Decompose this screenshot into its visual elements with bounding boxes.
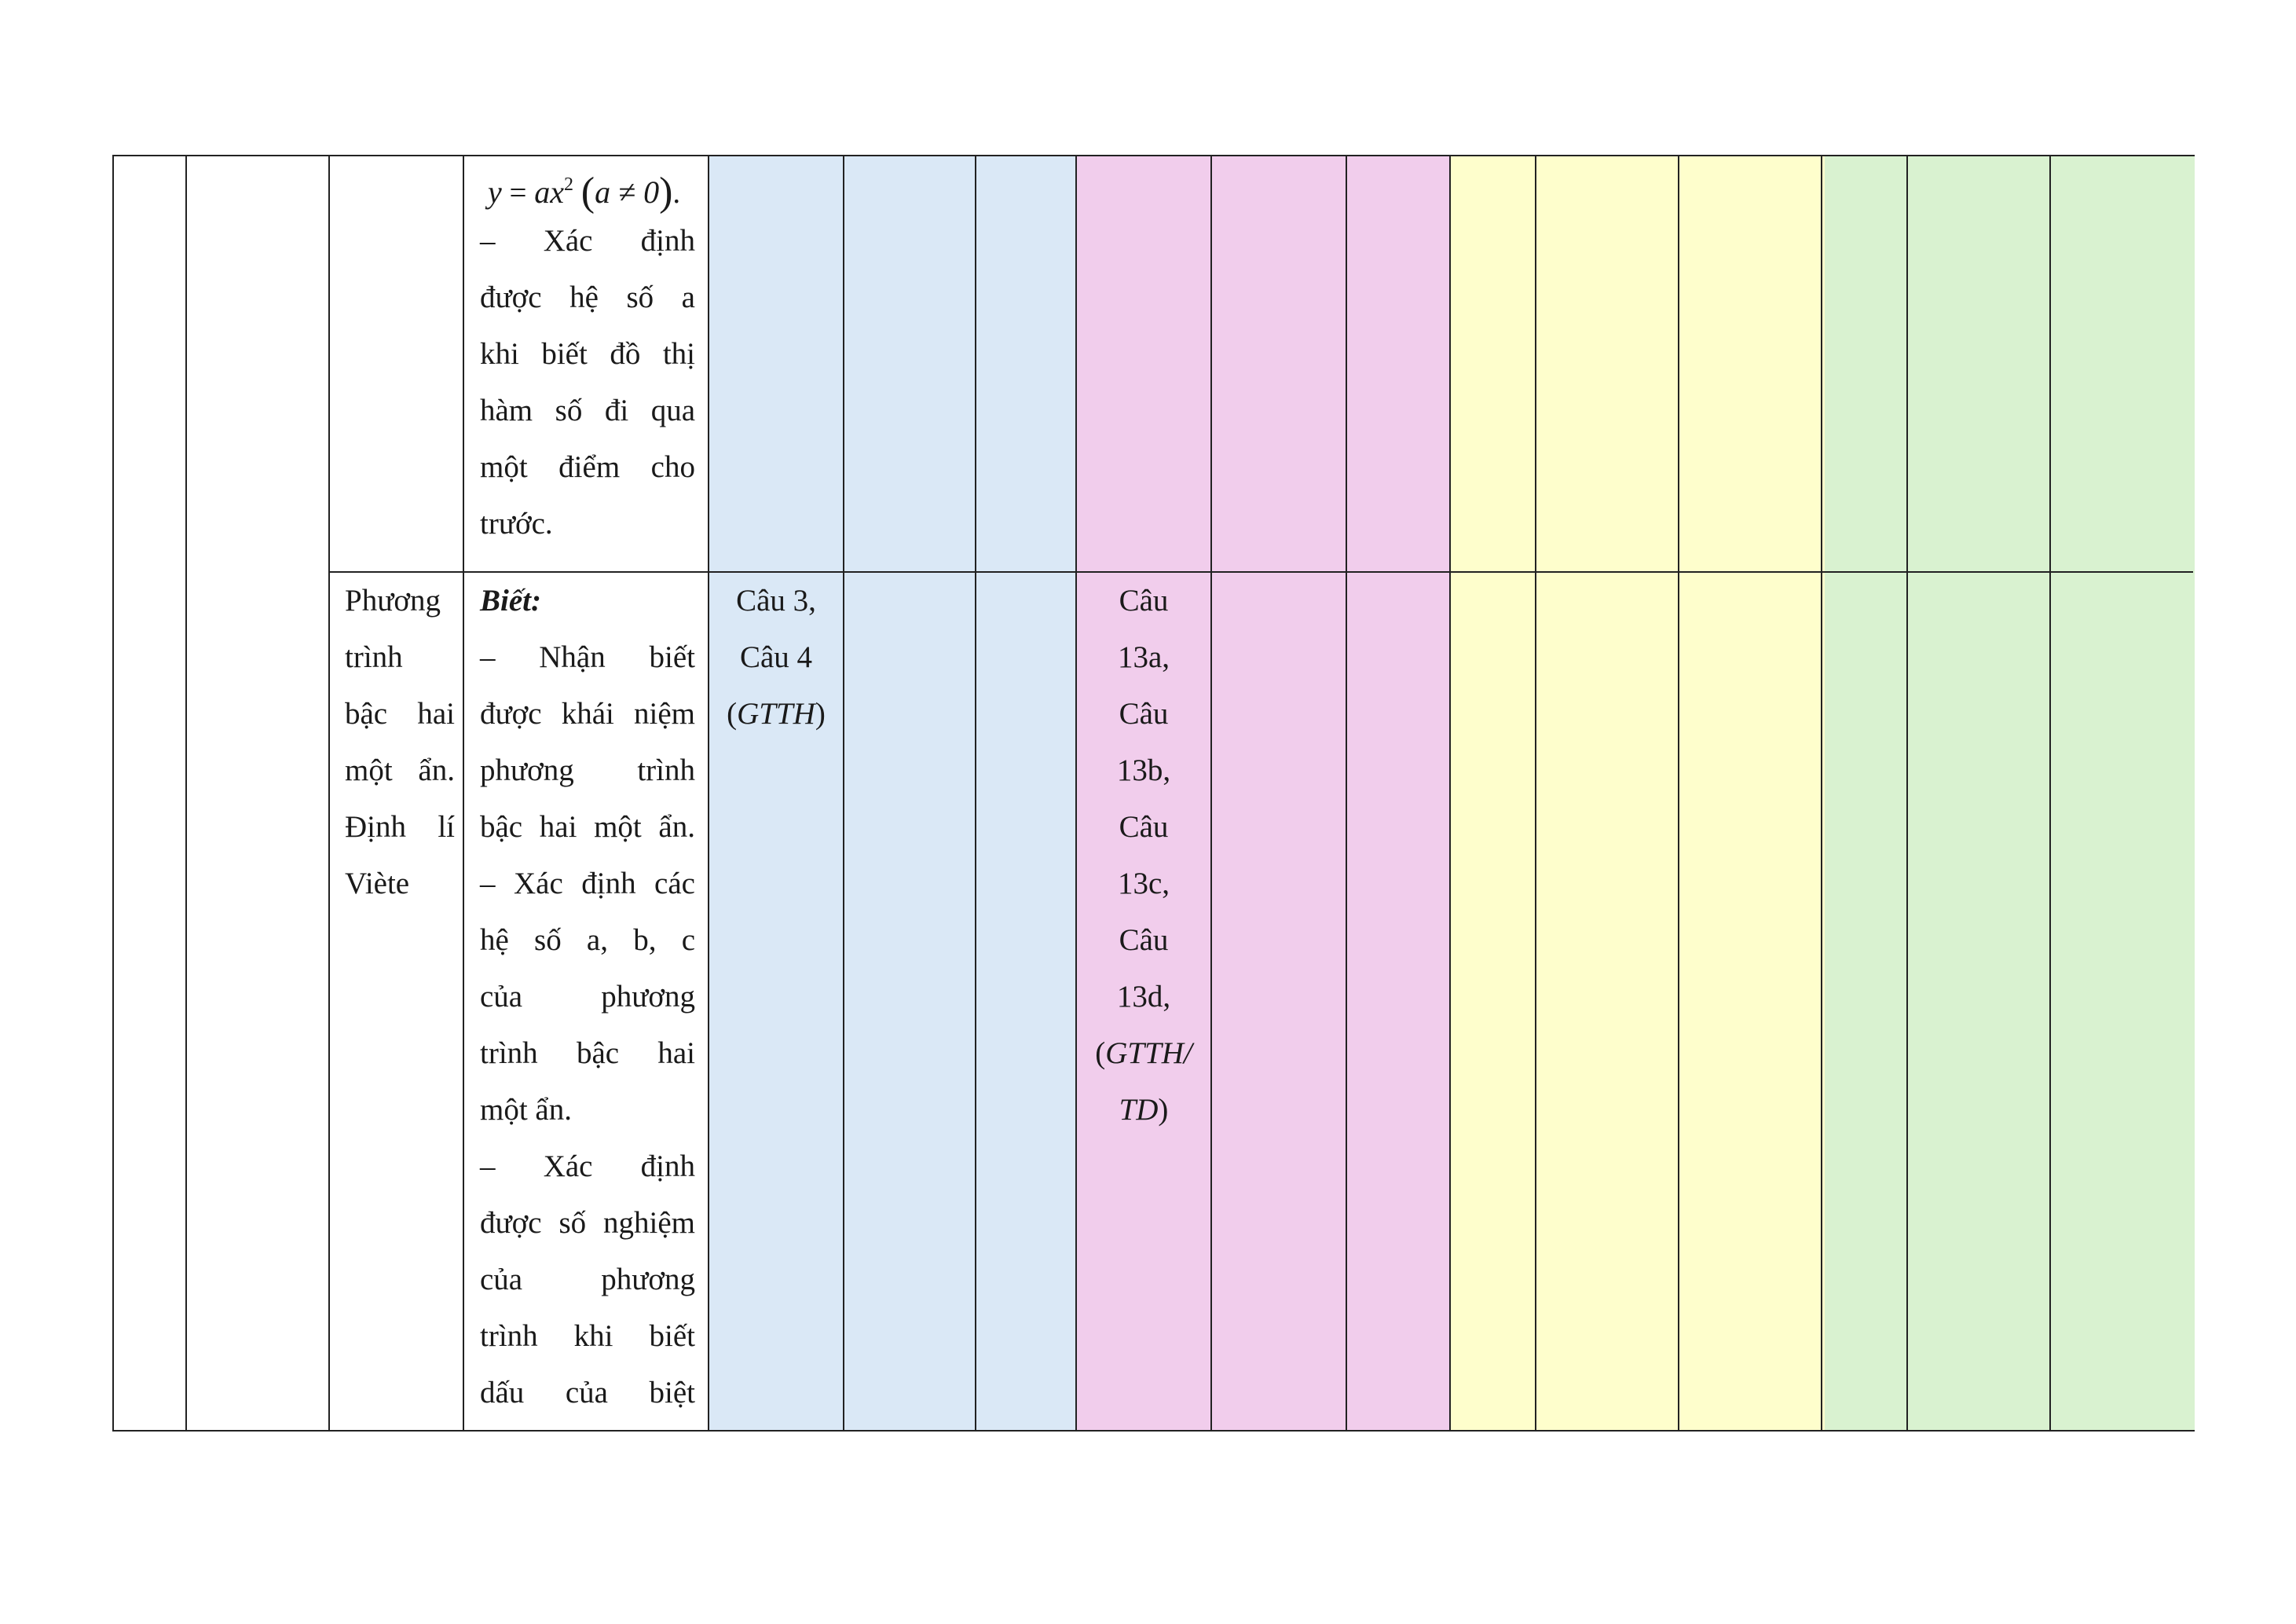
requirement-text: được hệ số a — [480, 280, 695, 314]
column-divider — [1449, 156, 1451, 1430]
competency-code: TD — [1119, 1093, 1159, 1127]
essay-column-bg — [1825, 156, 2195, 1430]
competency-code: GTTH — [737, 697, 815, 731]
topic-line: Định lí — [345, 810, 455, 844]
competency-code: GTTH/ — [1105, 1036, 1192, 1070]
topic-line: Phương — [345, 584, 441, 618]
question-ref: 13a, — [1117, 640, 1170, 674]
formula-lparen: ( — [580, 170, 595, 214]
column-divider — [975, 156, 976, 1430]
question-ref: Câu 4 — [739, 640, 813, 674]
requirement-line: được khái niệm — [480, 697, 695, 731]
mcq-column-bg — [709, 156, 1100, 1430]
question-ref: Câu — [1119, 810, 1169, 844]
column-divider — [1210, 156, 1212, 1430]
requirement-line: – Nhận biết — [480, 640, 695, 674]
requirement-line: trình bậc hai — [480, 1036, 695, 1070]
level-label: Biết: — [480, 584, 541, 618]
formula-condition: a ≠ 0 — [595, 174, 660, 210]
topic-line: trình — [345, 640, 403, 674]
requirement-line: khi biết đồ thị — [480, 337, 695, 371]
formula-period: . — [672, 176, 681, 210]
competency-tag: (GTTH) — [727, 697, 826, 731]
column-divider — [185, 156, 187, 1430]
requirement-line: một điểm cho — [480, 450, 695, 484]
formula-exponent: 2 — [564, 174, 574, 195]
function-formula — [480, 156, 695, 213]
requirement-line: – Xác định các — [480, 867, 695, 900]
requirement-line: phương trình — [480, 753, 695, 787]
question-ref: 13d, — [1116, 980, 1171, 1014]
column-divider — [708, 156, 709, 1430]
formula-equals: = — [501, 176, 535, 210]
formula-y: y — [488, 174, 502, 210]
requirement-line: trước. — [480, 507, 553, 541]
column-divider — [328, 156, 330, 1430]
requirement-line: trình khi biết — [480, 1319, 695, 1353]
requirement-line: một ẩn. — [480, 1093, 572, 1127]
question-ref: Câu 3, — [736, 584, 816, 618]
topic-line: bậc hai — [345, 697, 455, 731]
mcq-question-cell — [709, 573, 843, 742]
question-ref: Câu — [1119, 697, 1169, 731]
row2-requirement-cell — [480, 573, 695, 1421]
short-answer-column-bg — [1451, 156, 1825, 1430]
column-divider — [2049, 156, 2051, 1430]
column-divider — [1678, 156, 1679, 1430]
requirement-line: được số nghiệm — [480, 1206, 695, 1240]
true-false-question-cell — [1077, 573, 1210, 1138]
column-divider — [463, 156, 464, 1430]
formula-ax: ax — [534, 174, 565, 210]
requirement-line: hàm số đi qua — [480, 394, 695, 427]
topic-line: Viète — [345, 867, 410, 900]
requirement-line: dấu của biệt — [480, 1376, 695, 1410]
column-divider — [1346, 156, 1347, 1430]
question-ref: 13b, — [1116, 753, 1171, 787]
question-ref: 13c, — [1117, 867, 1170, 900]
row1-requirement-cell — [480, 156, 695, 552]
column-divider — [1821, 156, 1822, 1430]
requirement-line: – Xác định — [480, 224, 695, 258]
column-divider — [843, 156, 844, 1430]
column-divider — [1906, 156, 1908, 1430]
requirement-line: hệ số a, b, c — [480, 923, 695, 957]
topic-cell — [345, 573, 455, 912]
assessment-matrix-table — [112, 155, 2195, 1432]
question-ref: Câu — [1119, 584, 1169, 618]
requirement-line: bậc hai một ẩn. — [480, 810, 695, 844]
requirement-line: của phương — [480, 980, 695, 1014]
competency-tag: TD) — [1119, 1093, 1169, 1127]
requirement-line — [480, 269, 695, 326]
column-divider — [1535, 156, 1536, 1430]
requirement-line: của phương — [480, 1263, 695, 1296]
requirement-line: – Xác định — [480, 1149, 695, 1183]
competency-tag: (GTTH/ — [1095, 1036, 1192, 1070]
formula-rparen: ) — [659, 170, 673, 214]
topic-line: một ẩn. — [345, 753, 455, 787]
question-ref: Câu — [1119, 923, 1169, 957]
